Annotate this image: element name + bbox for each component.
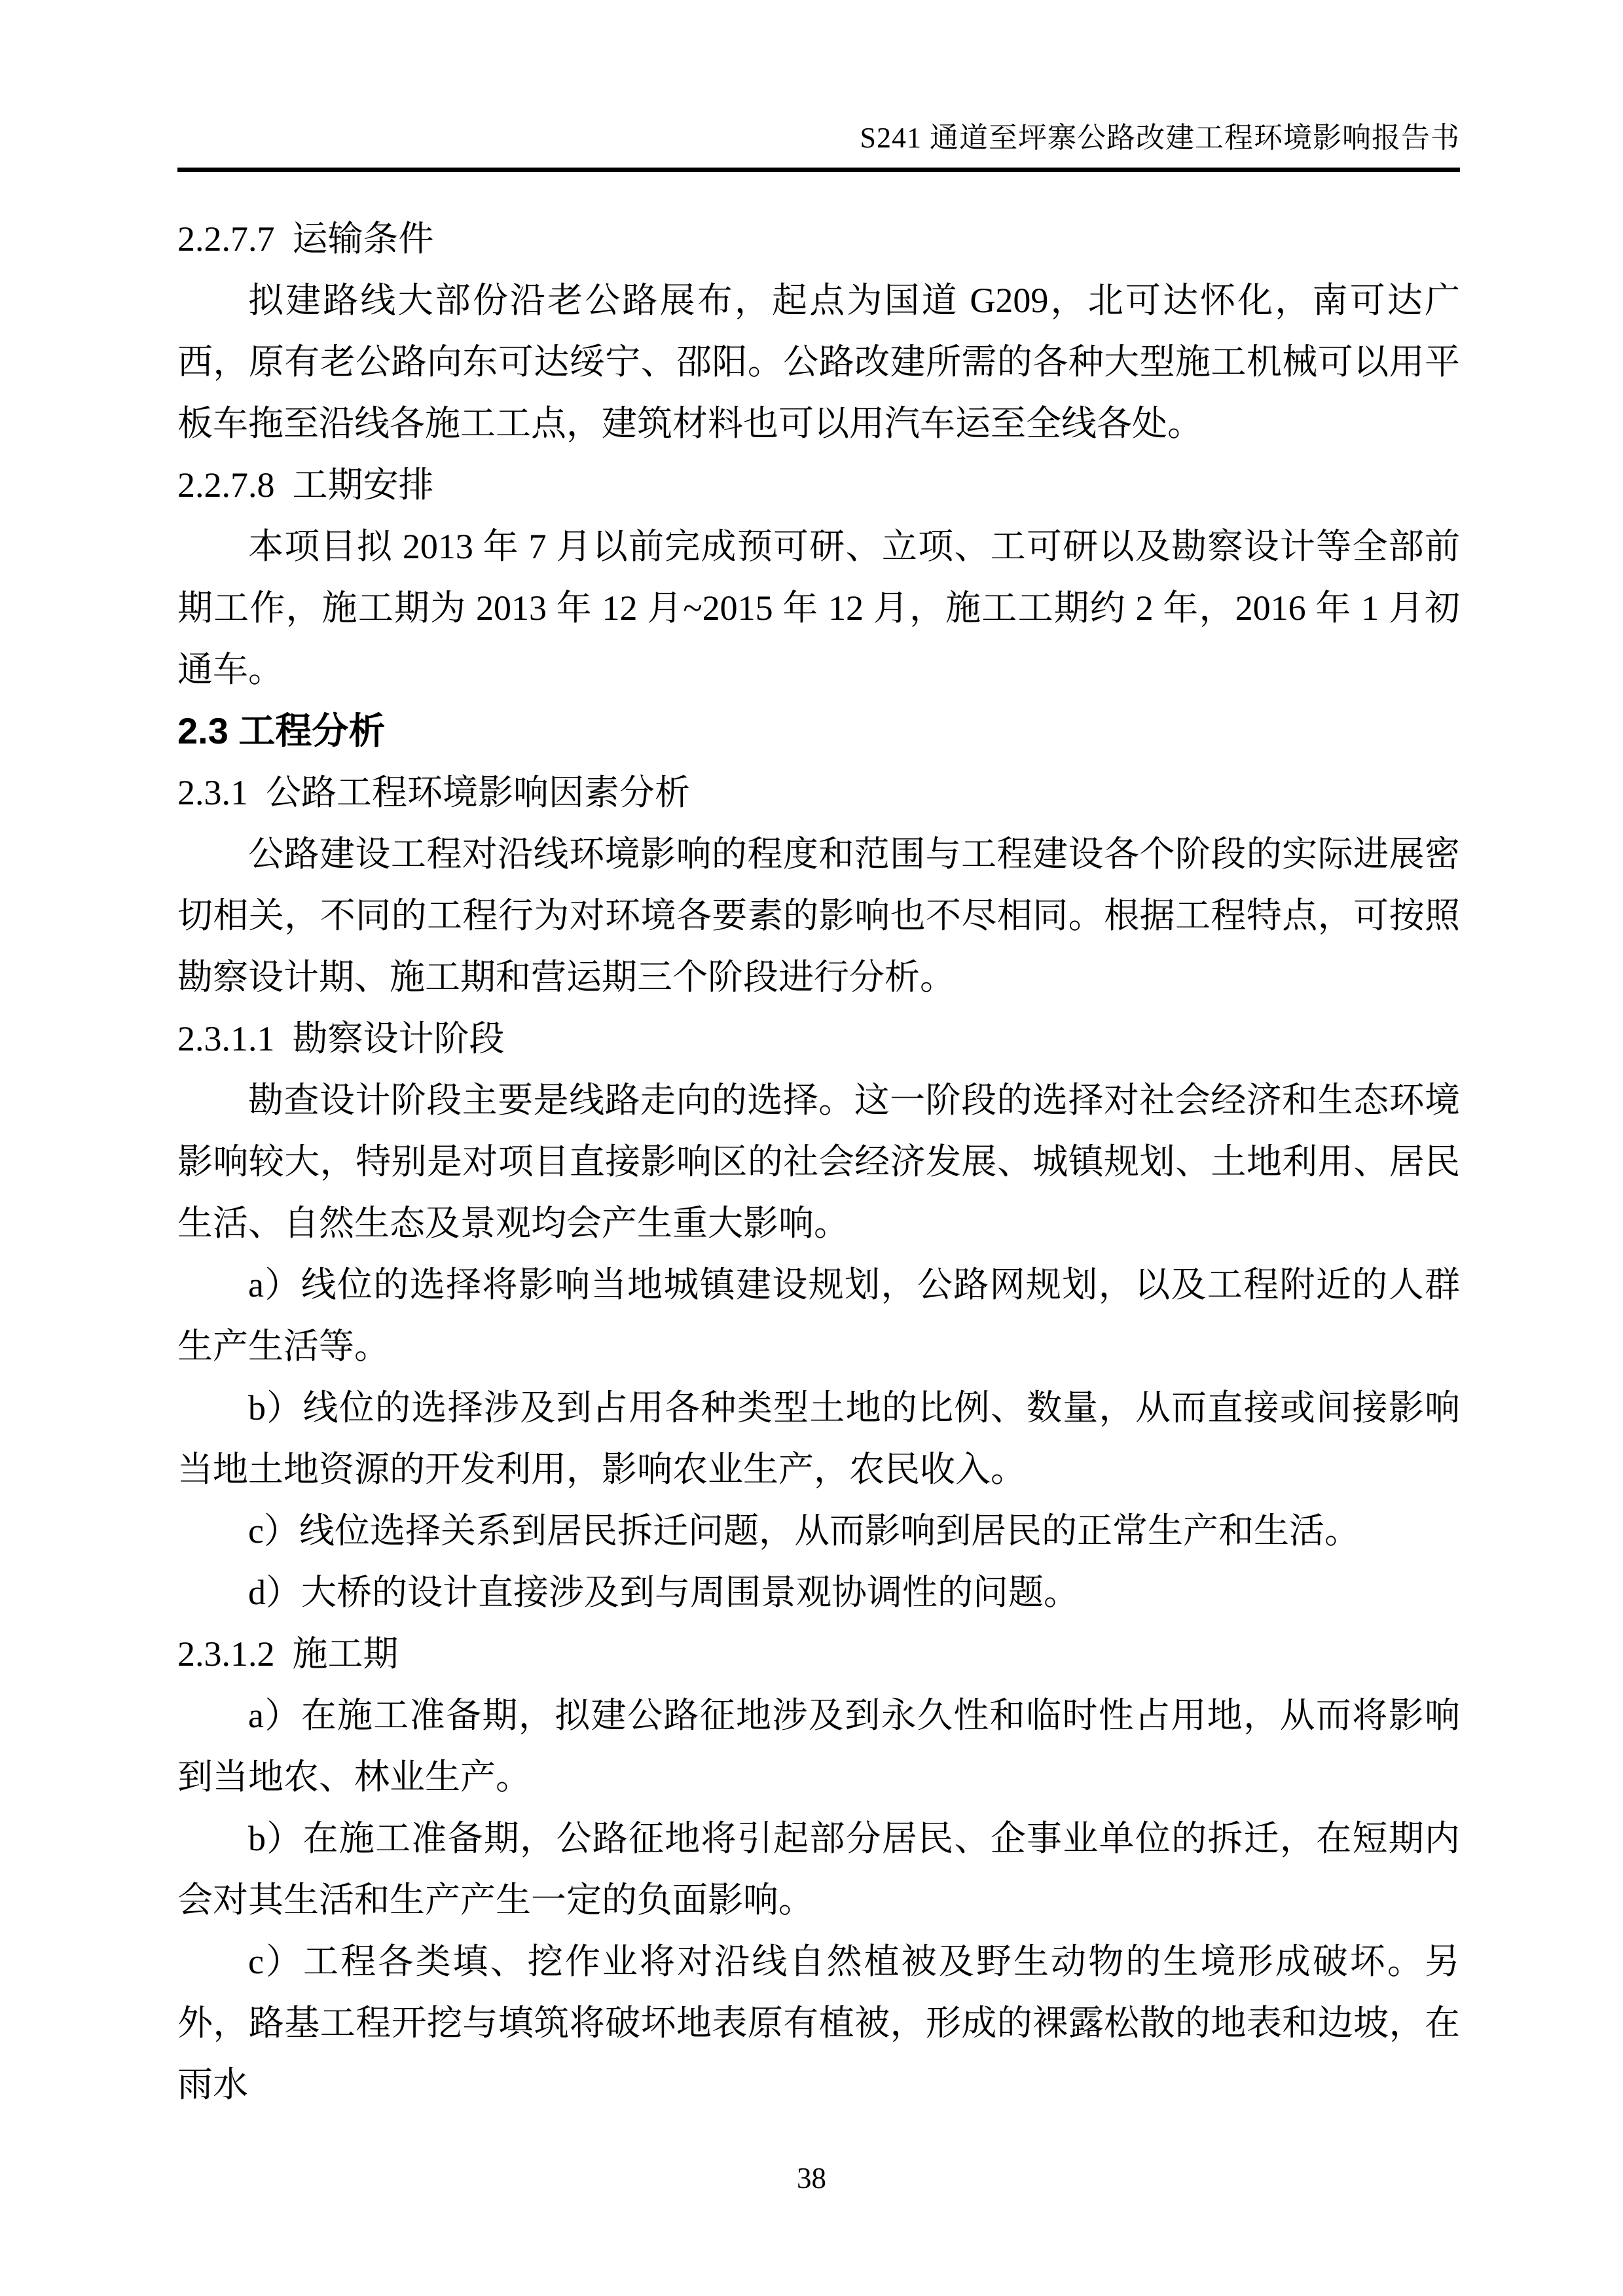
- body-paragraph: 公路建设工程对沿线环境影响的程度和范围与工程建设各个阶段的实际进展密切相关，不同的工程行为对环境各要素的影响也不尽相同。根据工程特点，可按照勘察设计期、施工期和营运期三个阶段进行分析。: [177, 834, 1460, 997]
- body-paragraph: 本项目拟 2013 年 7 月以前完成预可研、立项、工可研以及勘察设计等全部前期工作，施工期为 2013 年 12 月~2015 年 12 月，施工工期约 2 年，2016 年 1 月初通车。: [177, 527, 1460, 689]
- body-paragraph: c）线位选择关系到居民拆迁问题，从而影响到居民的正常生产和生活。: [248, 1511, 1360, 1551]
- section-heading: 2.3.1 公路工程环境影响因素分析: [177, 773, 690, 812]
- section-heading: 2.2.7.8 工期安排: [177, 465, 434, 505]
- section-heading: 2.3.1.1 勘察设计阶段: [177, 1019, 505, 1058]
- section-heading: 2.3 工程分析: [177, 710, 386, 751]
- page-number: 38: [797, 2162, 826, 2195]
- body-paragraph: b）在施工准备期，公路征地将引起部分居民、企事业单位的拆迁，在短期内会对其生活和生产产生一定的负面影响。: [177, 1819, 1460, 1920]
- body-paragraph: c）工程各类填、挖作业将对沿线自然植被及野生动物的生境形成破坏。另外，路基工程开挖与填筑将破坏地表原有植被，形成的裸露松散的地表和边坡，在雨水: [177, 1942, 1460, 2104]
- header-rule: [177, 168, 1460, 172]
- section-heading: 2.3.1.2 施工期: [177, 1634, 399, 1674]
- body-paragraph: 拟建路线大部份沿老公路展布，起点为国道 G209，北可达怀化，南可达广西，原有老公路向东可达绥宁、邵阳。公路改建所需的各种大型施工机械可以用平板车拖至沿线各施工工点，建筑材料也可以用汽车运至全线各处。: [177, 281, 1460, 443]
- body-paragraph: d）大桥的设计直接涉及到与周围景观协调性的问题。: [248, 1573, 1079, 1612]
- content: [177, 208, 1460, 2115]
- body-paragraph: a）线位的选择将影响当地城镇建设规划，公路网规划，以及工程附近的人群生产生活等。: [177, 1265, 1460, 1366]
- report-title: S241 通道至坪寨公路改建工程环境影响报告书: [860, 122, 1460, 154]
- body-paragraph: 勘查设计阶段主要是线路走向的选择。这一阶段的选择对社会经济和生态环境影响较大，特别是对项目直接影响区的社会经济发展、城镇规划、土地利用、居民生活、自然生态及景观均会产生重大影响。: [177, 1081, 1460, 1243]
- page-footer: [0, 2160, 1623, 2296]
- body-paragraph: a）在施工准备期，拟建公路征地涉及到永久性和临时性占用地，从而将影响到当地农、林业生产。: [177, 1696, 1460, 1797]
- section-heading: 2.2.7.7 运输条件: [177, 219, 434, 259]
- body-paragraph: b）线位的选择涉及到占用各种类型土地的比例、数量，从而直接或间接影响当地土地资源的开发利用，影响农业生产，农民收入。: [177, 1388, 1460, 1489]
- page-header: [177, 0, 1460, 172]
